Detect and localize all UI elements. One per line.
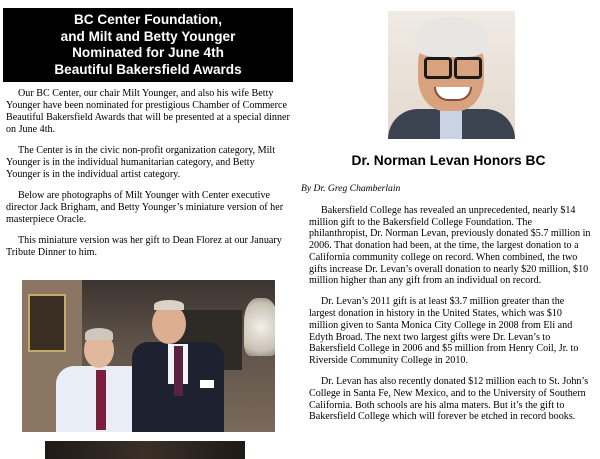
- right-paragraph: Dr. Levan has also recently donated $12 million each to St. John’s College in Santa Fe, New Mexico, and to the University of Southern California. Both schools are his alma maters. But it’s the gift to Bakersfield College which will forever be etched in record books.: [309, 376, 589, 423]
- photo-glass-sculpture: [244, 298, 275, 356]
- photo-man-left-tie: [96, 370, 106, 430]
- left-article: [3, 8, 293, 459]
- portrait-shirt: [440, 109, 462, 139]
- right-article-body: [309, 205, 593, 432]
- portrait-glasses-right: [454, 57, 482, 79]
- right-paragraph: Dr. Levan’s 2011 gift is at least $3.7 million greater than the largest donation in history in the United States, which was $10 million given to Santa Monica City College in 2008 from Eli and Edyth Broad. The next two largest gifts were Dr. Levan’s to Bakersfield College in 2006 and $5 million from Henry Coil, Jr. to Riverside Community College in 2010.: [309, 296, 579, 366]
- left-headline-line: BC Center Foundation,: [73, 12, 222, 27]
- norman-levan-portrait: [388, 11, 515, 139]
- portrait-hair: [414, 17, 488, 57]
- photo-painting: [28, 294, 66, 352]
- left-paragraph: Our BC Center, our chair Milt Younger, and also his wife Betty Younger have been nominated for prestigious Chamber of Commerce Beautiful Bakersfield Awards that will be presented at a special dinner on June 4th.: [6, 88, 290, 135]
- right-paragraph: Bakersfield College has revealed an unprecedented, nearly $14 million gift to the Bakersfield College Foundation. The philanthropist, Dr. Norman Levan, previously donated $5.7 million in 2006. That donation had been, at the time, the largest donation to a California community college on record. When combined, the two gifts increase Dr. Levan’s overall donation to nearly $20 million, $10 million higher than any gift from an individual on record.: [309, 205, 591, 287]
- left-headline-line: Nominated for June 4th: [72, 45, 224, 60]
- right-article-title: Dr. Norman Levan Honors BC: [351, 153, 546, 168]
- photo-man-right-hair: [154, 300, 184, 310]
- portrait-glasses-left: [424, 57, 452, 79]
- left-paragraph: Below are photographs of Milt Younger with Center executive director Jack Brigham, and Betty Younger’s miniature version of her masterpiece Oracle.: [6, 190, 284, 225]
- left-paragraph: The Center is in the civic non-profit organization category, Milt Younger is in the individual humanitarian category, and Betty Younger is in the individual artist category.: [6, 145, 276, 180]
- photo-man-right-tie: [174, 346, 183, 396]
- right-article-byline: By Dr. Greg Chamberlain: [301, 183, 401, 194]
- left-paragraph: This miniature version was her gift to Dean Florez at our January Tribute Dinner to him.: [6, 235, 282, 258]
- photo-man-right-head: [152, 304, 186, 344]
- left-headline-line: Beautiful Bakersfield Awards: [54, 61, 242, 77]
- left-article-body: [6, 88, 290, 268]
- oracle-miniature-photo: [45, 441, 245, 459]
- milt-younger-jack-brigham-photo: [22, 280, 275, 432]
- photo-man-left-hair: [85, 328, 113, 340]
- left-headline-line: and Milt and Betty Younger: [60, 28, 236, 44]
- photo-name-badge: [200, 380, 214, 388]
- left-headline: [3, 8, 293, 82]
